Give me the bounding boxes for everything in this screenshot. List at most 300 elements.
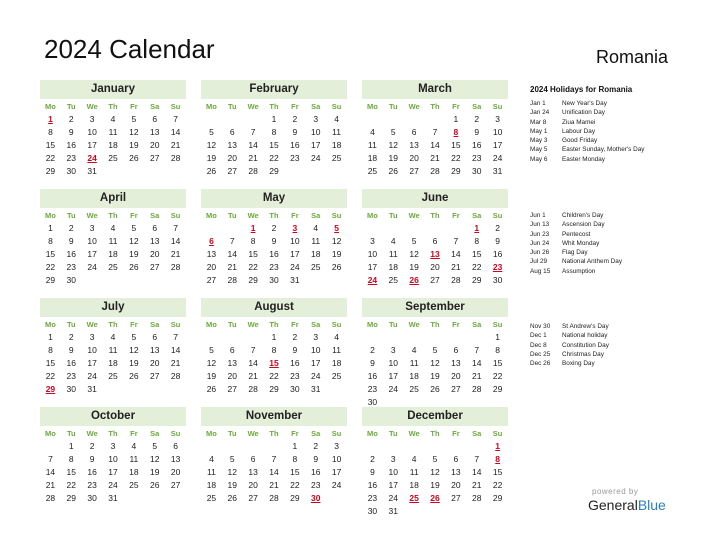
month-header: February — [201, 80, 347, 99]
day-cell: 16 — [66, 358, 77, 368]
day-cell: 1 — [271, 332, 277, 342]
day-cell: 16 — [367, 371, 378, 381]
month-may — [201, 189, 347, 287]
week-row — [362, 344, 508, 357]
day-cell: 12 — [149, 454, 160, 464]
day-cell: 9 — [68, 236, 74, 246]
day-cell: 25 — [108, 262, 118, 272]
day-cell: 11 — [409, 358, 419, 368]
week-row — [40, 274, 186, 287]
day-cell: 30 — [66, 166, 77, 176]
day-cell: 24 — [388, 493, 399, 503]
holiday-item — [530, 350, 700, 359]
day-cell: 17 — [290, 249, 300, 259]
day-cell: 4 — [110, 114, 116, 124]
month-header: March — [362, 80, 508, 99]
day-cell — [466, 331, 487, 344]
day-cell: 1 — [48, 332, 53, 342]
day-cell: 6 — [152, 114, 158, 124]
week-row — [201, 274, 347, 287]
week-row — [40, 383, 186, 396]
week-row — [362, 113, 508, 126]
day-cell: 13 — [170, 454, 181, 464]
day-cell: 21 — [45, 480, 56, 490]
day-cell: 17 — [310, 140, 321, 150]
day-cell: 13 — [227, 140, 238, 150]
day-cell: 15 — [290, 467, 300, 477]
week-row — [40, 492, 186, 505]
day-cell: 2 — [271, 223, 277, 233]
day-cell: 20 — [451, 480, 461, 490]
holiday-date: Dec 8 — [530, 341, 547, 349]
day-cell: 18 — [310, 249, 321, 259]
day-cell: 10 — [367, 249, 378, 259]
day-cell: 31 — [87, 166, 97, 176]
month-header: September — [362, 298, 508, 317]
day-cell: 22 — [66, 480, 77, 490]
day-cell: 2 — [292, 332, 298, 342]
holiday-name: Ascension Day — [562, 221, 605, 229]
day-cell: 28 — [471, 384, 482, 394]
weekday-label: We — [86, 320, 98, 329]
day-cell: 19 — [129, 358, 139, 368]
weekday-label: We — [408, 320, 420, 329]
day-cell: 7 — [229, 236, 235, 246]
day-cell — [362, 331, 383, 344]
day-cell: 5 — [411, 236, 417, 246]
weekday-label: Su — [170, 429, 181, 438]
day-cell: 11 — [409, 467, 419, 477]
day-cell: 26 — [149, 480, 160, 490]
day-cell: 21 — [170, 249, 181, 259]
day-cell: 29 — [269, 166, 279, 176]
holiday-item — [530, 359, 700, 368]
day-cell: 18 — [108, 249, 118, 259]
week-row — [40, 453, 186, 466]
day-cell: 18 — [108, 358, 118, 368]
day-cell: 1 — [292, 441, 298, 451]
holiday-date: Dec 1 — [530, 332, 547, 340]
day-cell: 20 — [149, 140, 160, 150]
day-cell: 7 — [173, 332, 178, 342]
weekday-label: Mo — [45, 429, 56, 438]
month-header: January — [40, 80, 186, 99]
day-cell: 23 — [87, 480, 97, 490]
weekday-label: We — [247, 211, 259, 220]
week-row — [40, 370, 186, 383]
day-cell — [165, 274, 186, 287]
weekday-label: Fr — [130, 320, 138, 329]
holiday-list-q1 — [530, 85, 700, 164]
week-row — [201, 370, 347, 383]
day-cell: 14 — [248, 358, 258, 368]
day-cell: 29 — [248, 275, 258, 285]
day-cell: 27 — [170, 480, 181, 490]
day-cell: 30 — [269, 275, 279, 285]
day-cell: 7 — [474, 345, 480, 355]
day-cell: 11 — [332, 127, 341, 137]
day-cell: 4 — [411, 454, 417, 464]
day-cell: 30 — [290, 384, 300, 394]
holiday-day: 8 — [495, 454, 500, 464]
week-row — [201, 139, 347, 152]
day-cell: 3 — [313, 332, 319, 342]
weekday-label: Tu — [227, 102, 237, 111]
day-cell: 17 — [87, 140, 97, 150]
day-cell: 25 — [310, 262, 321, 272]
day-cell — [445, 440, 466, 453]
week-row — [362, 440, 508, 453]
holiday-day: 6 — [209, 236, 214, 246]
day-cell: 30 — [87, 493, 97, 503]
day-cell: 24 — [290, 262, 300, 272]
holiday-item — [530, 136, 700, 145]
day-cell: 7 — [250, 345, 256, 355]
week-row — [40, 479, 186, 492]
day-cell: 3 — [390, 345, 396, 355]
weekday-label: Sa — [150, 102, 160, 111]
holiday-date: Jan 24 — [530, 109, 550, 117]
holiday-date: Dec 26 — [530, 360, 551, 368]
weekday-label: Th — [108, 429, 118, 438]
week-row — [362, 235, 508, 248]
holiday-item — [530, 239, 700, 248]
weekday-label: Mo — [367, 320, 378, 329]
day-cell: 12 — [227, 467, 238, 477]
day-cell: 1 — [271, 114, 277, 124]
day-cell — [123, 383, 144, 396]
day-cell: 29 — [290, 493, 300, 503]
day-cell: 16 — [290, 358, 300, 368]
day-cell: 2 — [68, 332, 74, 342]
day-cell: 24 — [87, 262, 97, 272]
day-cell: 15 — [492, 358, 503, 368]
holiday-name: National Anthem Day — [562, 258, 623, 266]
day-cell — [425, 113, 446, 126]
day-cell: 14 — [170, 345, 181, 355]
week-row — [201, 261, 347, 274]
weekday-row — [40, 428, 186, 440]
country-label: Romania — [595, 47, 668, 67]
holiday-date: May 1 — [530, 127, 548, 135]
day-cell: 14 — [471, 467, 482, 477]
week-row — [201, 344, 347, 357]
day-cell: 31 — [290, 275, 300, 285]
day-cell: 3 — [390, 454, 396, 464]
day-cell: 6 — [229, 345, 235, 355]
day-cell: 20 — [248, 480, 258, 490]
week-row — [362, 165, 508, 178]
day-cell: 6 — [152, 332, 158, 342]
weekday-label: Su — [331, 429, 342, 438]
day-cell: 27 — [451, 493, 461, 503]
day-cell — [466, 505, 487, 518]
day-cell: 28 — [269, 493, 279, 503]
day-cell — [425, 222, 446, 235]
week-row — [201, 152, 347, 165]
day-cell: 10 — [492, 127, 503, 137]
day-cell: 22 — [492, 371, 503, 381]
weekday-label: Sa — [150, 429, 160, 438]
day-cell — [123, 492, 144, 505]
day-cell: 14 — [227, 249, 238, 259]
day-cell: 31 — [492, 166, 503, 176]
day-cell: 12 — [129, 127, 139, 137]
holiday-date: Jun 26 — [530, 249, 550, 257]
day-cell — [404, 113, 425, 126]
day-cell: 12 — [129, 345, 139, 355]
holiday-date: Jun 13 — [530, 221, 550, 229]
holiday-name: Labour Day — [562, 127, 596, 135]
day-cell: 2 — [370, 345, 375, 355]
day-cell — [404, 505, 425, 518]
day-cell: 27 — [451, 384, 461, 394]
day-cell — [201, 331, 222, 344]
day-cell: 28 — [170, 153, 181, 163]
day-cell: 13 — [248, 467, 258, 477]
day-cell: 13 — [149, 236, 160, 246]
day-cell: 19 — [129, 249, 139, 259]
holiday-item — [530, 341, 700, 350]
day-cell: 3 — [89, 332, 95, 342]
month-june — [362, 189, 508, 287]
day-cell: 17 — [331, 467, 342, 477]
weekday-label: Tu — [227, 211, 237, 220]
generalblue-logo[interactable] — [588, 497, 666, 513]
day-cell: 21 — [170, 140, 181, 150]
weekday-row — [40, 210, 186, 222]
day-cell — [243, 331, 264, 344]
holiday-name: Good Friday — [562, 137, 598, 145]
day-cell: 30 — [66, 384, 77, 394]
month-september — [362, 298, 508, 409]
holiday-item — [530, 155, 700, 164]
week-row — [201, 479, 347, 492]
day-cell: 19 — [430, 371, 440, 381]
day-cell: 5 — [209, 127, 214, 137]
day-cell: 18 — [367, 153, 378, 163]
weekday-label: Sa — [311, 320, 321, 329]
holiday-name: Assumption — [562, 267, 596, 275]
weekday-label: Fr — [452, 429, 460, 438]
day-cell: 11 — [108, 127, 118, 137]
week-row — [362, 126, 508, 139]
holiday-list-q3 — [530, 322, 700, 368]
day-cell — [284, 165, 305, 178]
week-row — [40, 248, 186, 261]
day-cell: 17 — [388, 480, 399, 490]
weekday-label: Fr — [452, 211, 460, 220]
day-cell: 18 — [409, 480, 419, 490]
day-cell: 26 — [129, 371, 139, 381]
weekday-row — [201, 319, 347, 331]
holiday-name: Children's Day — [562, 212, 604, 219]
day-cell: 6 — [229, 127, 235, 137]
day-cell: 8 — [48, 345, 53, 355]
day-cell: 10 — [331, 454, 342, 464]
holiday-item — [530, 127, 700, 136]
day-cell: 1 — [48, 223, 53, 233]
week-row — [201, 492, 347, 505]
weekday-row — [362, 428, 508, 440]
day-cell: 27 — [430, 275, 440, 285]
day-cell — [305, 274, 326, 287]
day-cell: 28 — [227, 275, 238, 285]
day-cell — [326, 383, 347, 396]
day-cell — [326, 274, 347, 287]
holiday-date: Aug 15 — [530, 267, 551, 275]
day-cell: 30 — [367, 397, 378, 407]
holiday-date: May 6 — [530, 155, 548, 163]
week-row — [40, 344, 186, 357]
month-header: December — [362, 407, 508, 426]
day-cell: 16 — [66, 249, 77, 259]
day-cell — [362, 113, 383, 126]
day-cell: 10 — [87, 236, 97, 246]
day-cell — [103, 165, 124, 178]
weekday-label: Th — [269, 429, 279, 438]
day-cell: 29 — [492, 493, 503, 503]
day-cell: 26 — [206, 384, 217, 394]
day-cell: 29 — [492, 384, 503, 394]
day-cell: 13 — [409, 140, 419, 150]
day-cell: 16 — [310, 467, 321, 477]
weekday-label: Sa — [472, 102, 482, 111]
day-cell: 7 — [271, 454, 277, 464]
month-january — [40, 80, 186, 178]
day-cell — [383, 440, 404, 453]
holiday-day: 25 — [409, 493, 419, 503]
holiday-date: May 3 — [530, 137, 548, 145]
day-cell: 18 — [331, 358, 342, 368]
day-cell: 22 — [248, 262, 258, 272]
day-cell: 23 — [66, 153, 77, 163]
weekday-label: We — [408, 429, 420, 438]
day-cell: 19 — [206, 153, 217, 163]
day-cell: 25 — [367, 166, 378, 176]
day-cell: 6 — [453, 345, 459, 355]
day-cell: 20 — [206, 262, 217, 272]
day-cell: 27 — [149, 153, 160, 163]
holiday-date: Jun 23 — [530, 230, 550, 238]
day-cell: 29 — [66, 493, 77, 503]
week-row — [201, 165, 347, 178]
week-row — [40, 466, 186, 479]
day-cell: 20 — [227, 371, 238, 381]
holiday-name: Ziua Mamei — [562, 118, 596, 126]
week-row — [40, 139, 186, 152]
weekday-label: Su — [492, 320, 503, 329]
day-cell — [383, 113, 404, 126]
weekday-label: Tu — [388, 429, 398, 438]
day-cell: 9 — [313, 454, 319, 464]
day-cell: 12 — [430, 358, 440, 368]
day-cell — [425, 505, 446, 518]
day-cell: 9 — [370, 358, 375, 368]
weekday-label: Mo — [206, 211, 217, 220]
day-cell: 9 — [68, 345, 74, 355]
day-cell: 17 — [367, 262, 378, 272]
week-row — [40, 165, 186, 178]
week-row — [201, 440, 347, 453]
day-cell: 21 — [471, 480, 482, 490]
weekday-label: Sa — [150, 320, 160, 329]
day-cell — [383, 331, 404, 344]
day-cell: 26 — [129, 262, 139, 272]
weekday-label: Fr — [291, 211, 299, 220]
day-cell: 8 — [250, 236, 256, 246]
day-cell: 25 — [409, 384, 419, 394]
weekday-label: We — [408, 102, 420, 111]
day-cell — [201, 222, 222, 235]
day-cell: 28 — [170, 262, 181, 272]
week-row — [40, 440, 186, 453]
weekday-label: Th — [108, 211, 118, 220]
day-cell: 15 — [269, 140, 279, 150]
day-cell — [222, 113, 243, 126]
day-cell: 17 — [388, 371, 399, 381]
day-cell: 15 — [471, 249, 482, 259]
day-cell — [165, 383, 186, 396]
day-cell: 14 — [170, 127, 181, 137]
day-cell: 14 — [471, 358, 482, 368]
day-cell: 12 — [206, 358, 217, 368]
weekday-label: Mo — [206, 320, 217, 329]
day-cell: 27 — [149, 371, 160, 381]
day-cell: 28 — [451, 275, 461, 285]
day-cell: 21 — [471, 371, 482, 381]
day-cell: 22 — [269, 371, 279, 381]
weekday-label: Sa — [311, 211, 321, 220]
day-cell: 2 — [292, 114, 298, 124]
week-row — [40, 331, 186, 344]
brand-general: General — [588, 497, 638, 513]
day-cell: 19 — [149, 467, 160, 477]
holiday-date: Nov 30 — [530, 323, 551, 330]
holiday-name: Constitution Day — [562, 341, 609, 349]
month-march — [362, 80, 508, 178]
week-row — [40, 235, 186, 248]
weekday-label: Su — [170, 211, 181, 220]
day-cell: 21 — [451, 262, 461, 272]
day-cell: 6 — [453, 454, 459, 464]
day-cell: 6 — [173, 441, 178, 451]
weekday-label: Su — [492, 102, 503, 111]
day-cell: 15 — [492, 467, 503, 477]
day-cell: 22 — [471, 262, 482, 272]
holiday-item — [530, 145, 700, 154]
day-cell: 17 — [310, 358, 321, 368]
day-cell: 26 — [227, 493, 238, 503]
day-cell: 17 — [108, 467, 118, 477]
day-cell: 9 — [292, 127, 298, 137]
month-august — [201, 298, 347, 396]
day-cell: 19 — [430, 480, 440, 490]
day-cell: 30 — [471, 166, 482, 176]
weekday-label: Mo — [45, 320, 56, 329]
day-cell — [144, 165, 165, 178]
day-cell: 10 — [310, 127, 321, 137]
day-cell: 12 — [388, 140, 399, 150]
day-cell: 5 — [432, 345, 438, 355]
month-april — [40, 189, 186, 287]
holiday-date: Dec 25 — [530, 350, 551, 358]
day-cell — [165, 492, 186, 505]
day-cell: 2 — [313, 441, 319, 451]
day-cell: 13 — [227, 358, 238, 368]
day-cell: 14 — [170, 236, 181, 246]
day-cell: 4 — [334, 114, 339, 124]
